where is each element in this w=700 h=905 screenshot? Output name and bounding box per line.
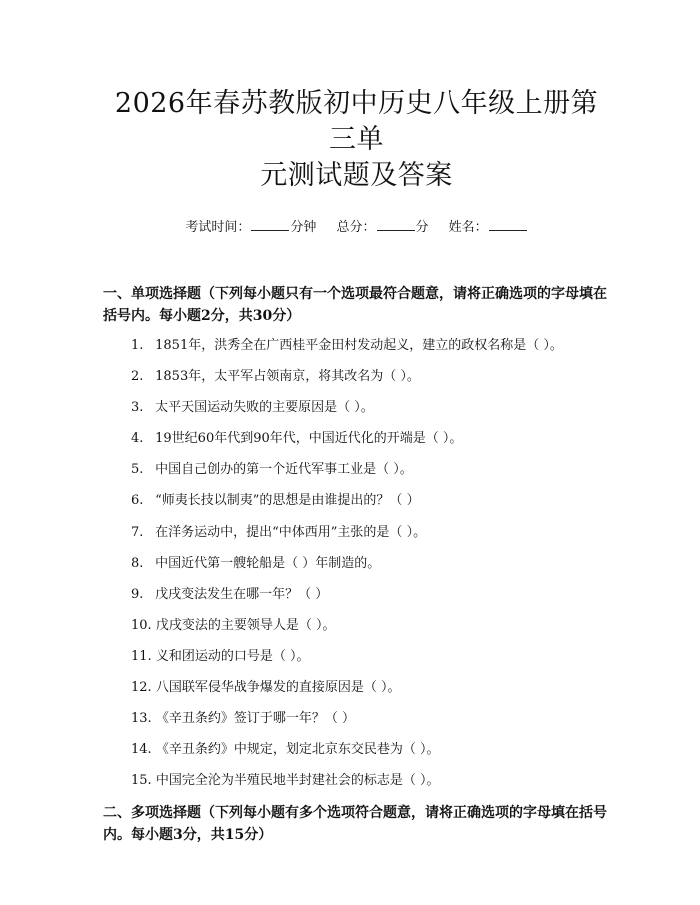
exam-time-field: [185, 218, 316, 238]
section-1-heading: 一、单项选择题（下列每小题只有一个选项最符合题意，请将正确选项的字母填在括号内。每小题2分，共30分）: [103, 286, 607, 324]
question-item: [103, 678, 610, 698]
question-text: 戊戌变法发生在哪一年？（ ）: [155, 586, 329, 602]
page-title: [103, 0, 610, 194]
question-number: 10.: [131, 617, 152, 633]
question-text: 19世纪60年代到90年代，中国近代化的开端是（ ）。: [155, 431, 463, 447]
total-score-field: [336, 218, 428, 238]
question-item: [103, 491, 610, 511]
question-number: 15.: [131, 773, 152, 789]
question-item: [103, 585, 610, 605]
question-item: [103, 429, 610, 449]
title-line-2: 元测试题及答案: [260, 160, 453, 191]
question-number: 14.: [131, 742, 152, 758]
question-text: 太平天国运动失败的主要原因是（ ）。: [155, 400, 374, 416]
exam-time-label: 考试时间：: [185, 220, 251, 235]
exam-time-unit: 分钟: [290, 220, 317, 235]
question-number: 12.: [131, 680, 152, 696]
question-text: 1851年，洪秀全在广西桂平金田村发动起义，建立的政权名称是（ ）。: [155, 338, 563, 353]
question-item: [103, 523, 610, 543]
total-score-label: 总分：: [336, 220, 376, 235]
question-number: 7.: [131, 524, 144, 540]
question-text: 中国自己创办的第一个近代军事工业是（ ）。: [155, 462, 413, 478]
question-item: [103, 367, 610, 387]
question-number: 6.: [131, 493, 144, 509]
question-item: [103, 740, 610, 760]
title-line-1: 2026年春苏教版初中历史八年级上册第三单: [114, 88, 599, 155]
question-text: 中国完全沦为半殖民地半封建社会的标志是（ ）。: [155, 773, 440, 789]
question-text: 义和团运动的口号是（ ）。: [155, 648, 310, 664]
section-2-heading: 二、多项选择题（下列每小题有多个选项符合题意，请将正确选项的字母填在括号内。每小题3分，共15分）: [103, 805, 607, 844]
question-number: 8.: [131, 555, 144, 571]
question-number: 9.: [131, 586, 144, 602]
question-number: 13.: [131, 711, 152, 727]
question-text: 八国联军侵华战争爆发的直接原因是（ ）。: [155, 680, 401, 696]
total-score-blank[interactable]: [377, 218, 415, 231]
question-text: 戊戌变法的主要领导人是（ ）。: [155, 617, 336, 633]
question-number: 11.: [131, 648, 152, 664]
question-item: [103, 709, 610, 729]
question-number: 3.: [131, 400, 144, 416]
name-label: 姓名：: [448, 220, 488, 235]
question-number: 5.: [131, 462, 144, 478]
name-blank[interactable]: [489, 218, 527, 231]
question-item: [103, 336, 610, 356]
question-text: 《辛丑条约》签订于哪一年？（ ）: [155, 711, 355, 727]
question-item: [103, 398, 610, 418]
question-item: [103, 460, 610, 480]
section-1-question-list: [103, 336, 610, 791]
question-number: 2.: [131, 369, 144, 385]
question-text: 1853年，太平军占领南京，将其改名为（ ）。: [155, 369, 420, 385]
question-item: [103, 647, 610, 667]
question-item: [103, 554, 610, 574]
question-item: [103, 771, 610, 791]
exam-meta: [103, 218, 610, 238]
question-text: 中国近代第一艘轮船是（ ）年制造的。: [155, 555, 381, 571]
question-number: 1.: [131, 338, 144, 353]
question-text: 《辛丑条约》中规定，划定北京东交民巷为（ ）。: [155, 742, 440, 758]
exam-time-blank[interactable]: [251, 218, 289, 231]
name-field: [449, 218, 528, 238]
question-text: “师夷长技以制夷”的思想是由谁提出的？（ ）: [155, 493, 420, 509]
question-number: 4.: [131, 431, 144, 447]
total-score-unit: 分: [415, 220, 429, 235]
question-text: 在洋务运动中，提出“中体西用”主张的是（ ）。: [155, 524, 427, 540]
question-item: [103, 616, 610, 636]
